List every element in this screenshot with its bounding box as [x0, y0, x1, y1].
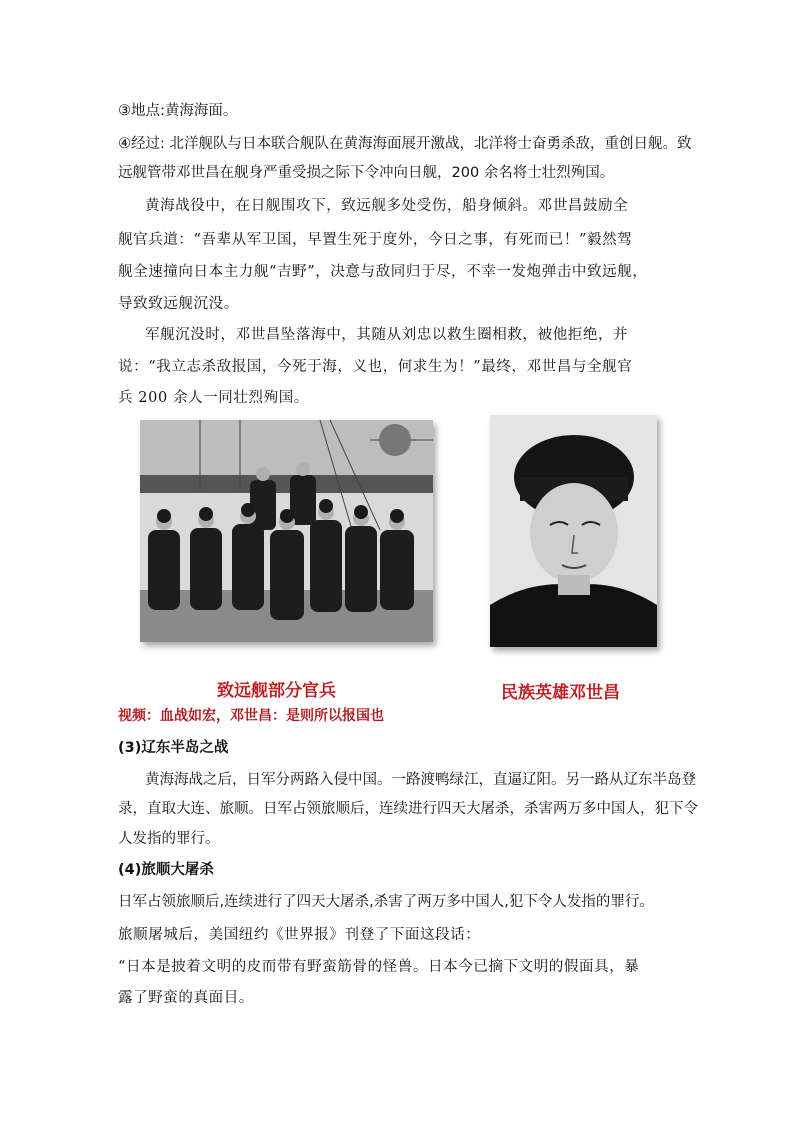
video-link[interactable]: 视频：血战如宏，邓世昌：是则所以报国也	[118, 708, 384, 724]
liaodong-heading: (3)辽东半岛之战	[118, 740, 229, 756]
crew-photo	[140, 420, 433, 642]
portrait-graphic	[490, 415, 657, 647]
lushun-line-1: 日军占领旅顺后,连续进行了四天大屠杀,杀害了两万多中国人,犯下令人发指的罪行。	[118, 894, 654, 910]
portrait-caption: 民族英雄邓世昌	[501, 683, 620, 703]
lushun-line-2: 旅顺屠城后，美国纽约《世界报》刊登了下面这段话：	[118, 927, 481, 943]
battle-line-2: 舰官兵道：“吾辈从军卫国，早置生死于度外，今日之事，有死而已！”毅然驾	[118, 232, 633, 248]
lushun-heading: (4)旅顺大屠杀	[118, 862, 214, 878]
process-line-2: 远舰管带邓世昌在舰身严重受损之际下令冲向日舰，200 余名将士壮烈殉国。	[118, 165, 615, 181]
liaodong-line-1: 黄海海战之后，日军分两路入侵中国。一路渡鸭绿江，直逼辽阳。另一路从辽东半岛登	[145, 772, 696, 788]
liaodong-line-3: 人发指的罪行。	[118, 831, 220, 847]
sink-line-2: 说：“我立志杀敌报国，今死于海，义也，何求生为！”最终，邓世昌与全舰官	[118, 359, 633, 375]
sink-line-1: 军舰沉没时，邓世昌坠落海中，其随从刘忠以救生圈相救，被他拒绝，并	[145, 327, 629, 343]
process-line-1: ④经过: 北洋舰队与日本联合舰队在黄海海面展开激战，北洋将士奋勇杀敌，重创日舰。致	[118, 136, 692, 152]
battle-line-1: 黄海战役中，在日舰围攻下，致远舰多处受伤，船身倾斜。邓世昌鼓励全	[145, 198, 629, 214]
liaodong-line-2: 录，直取大连、旅顺。日军占领旅顺后，连续进行四天大屠杀，杀害两万多中国人，犯下令	[118, 801, 698, 817]
crew-photo-graphic	[140, 420, 433, 642]
location-line: ③地点:黄海海面。	[118, 103, 238, 119]
sink-line-3: 兵 200 余人一同壮烈殉国。	[118, 390, 309, 406]
lushun-quote-2: 露了野蛮的真面目。	[118, 990, 254, 1006]
battle-line-3: 舰全速撞向日本主力舰“吉野”，决意与敌同归于尽，不幸一发炮弹击中致远舰，	[118, 264, 648, 280]
crew-caption: 致远舰部分官兵	[217, 681, 336, 701]
battle-line-4: 导致致远舰沉没。	[118, 296, 239, 312]
lushun-quote-1: “日本是披着文明的皮而带有野蛮筋骨的怪兽。日本今已摘下文明的假面具，暴	[118, 959, 640, 975]
portrait-photo	[490, 415, 657, 647]
